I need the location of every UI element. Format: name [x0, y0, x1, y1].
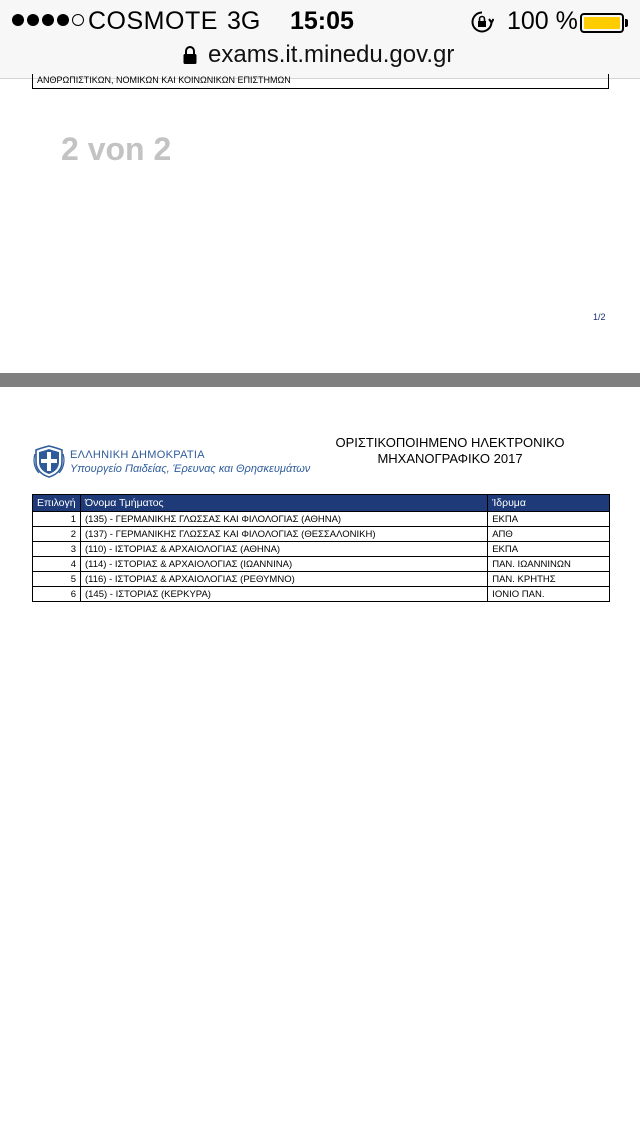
column-header-choice: Επιλογή — [33, 495, 81, 512]
status-time: 15:05 — [290, 7, 354, 35]
document-title-line2: ΜΗΧΑΝΟΓΡΑΦΙΚΟ 2017 — [377, 451, 523, 466]
previous-page-text: ΑΝΘΡΩΠΙΣΤΙΚΩΝ, ΝΟΜΙΚΩΝ ΚΑΙ ΚΟΙΝΩΝΙΚΩΝ ΕΠΙΣΤΗΜΩΝ — [37, 75, 291, 85]
status-bar — [0, 4, 640, 38]
institution-name: ΕΚΠΑ — [488, 512, 610, 527]
choices-table — [32, 494, 610, 602]
institution-name: ΑΠΘ — [488, 527, 610, 542]
ministry-label: Υπουργείο Παιδείας, Έρευνας και Θρησκευμάτων — [70, 463, 311, 475]
url-text[interactable]: exams.it.minedu.gov.gr — [208, 41, 455, 68]
choice-number: 3 — [33, 542, 81, 557]
page-separator — [0, 373, 640, 387]
institution-name: ΕΚΠΑ — [488, 542, 610, 557]
choice-number: 2 — [33, 527, 81, 542]
column-header-department: Όνομα Τμήματος — [80, 495, 487, 512]
battery-icon — [580, 13, 624, 33]
page-number: 1/2 — [593, 312, 606, 322]
table-header-row — [33, 495, 610, 512]
department-name: (110) - ΙΣΤΟΡΙΑΣ & ΑΡΧΑΙΟΛΟΓΙΑΣ (ΑΘΗΝΑ) — [80, 542, 487, 557]
choice-number: 4 — [33, 557, 81, 572]
rotation-lock-icon — [470, 10, 494, 34]
department-name: (114) - ΙΣΤΟΡΙΑΣ & ΑΡΧΑΙΟΛΟΓΙΑΣ (ΙΩΑΝΝΙΝΑ) — [80, 557, 487, 572]
carrier-name: COSMOTE — [88, 7, 218, 35]
document-title — [300, 435, 600, 467]
institution-name: ΙΟΝΙΟ ΠΑΝ. — [488, 587, 610, 602]
institution-name: ΠΑΝ. ΙΩΑΝΝΙΝΩΝ — [488, 557, 610, 572]
browser-top-bar — [0, 0, 640, 79]
table-row — [33, 587, 610, 602]
table-row — [33, 512, 610, 527]
table-row — [33, 527, 610, 542]
signal-strength-icon — [12, 14, 84, 26]
document-title-line1: ΟΡΙΣΤΙΚΟΠΟΙΗΜΕΝΟ ΗΛΕΚΤΡΟΝΙΚΟ — [335, 435, 565, 450]
department-name: (135) - ΓΕΡΜΑΝΙΚΗΣ ΓΛΩΣΣΑΣ ΚΑΙ ΦΙΛΟΛΟΓΙΑΣ (ΑΘΗΝΑ) — [80, 512, 487, 527]
department-name: (116) - ΙΣΤΟΡΙΑΣ & ΑΡΧΑΙΟΛΟΓΙΑΣ (ΡΕΘΥΜΝΟ) — [80, 572, 487, 587]
department-name: (137) - ΓΕΡΜΑΝΙΚΗΣ ΓΛΩΣΣΑΣ ΚΑΙ ΦΙΛΟΛΟΓΙΑΣ (ΘΕΣΣΑΛΟΝΙΚΗ) — [80, 527, 487, 542]
table-row — [33, 557, 610, 572]
previous-page-box — [32, 74, 609, 89]
secure-lock-icon — [183, 45, 197, 65]
department-name: (145) - ΙΣΤΟΡΙΑΣ (ΚΕΡΚΥΡΑ) — [80, 587, 487, 602]
choice-number: 1 — [33, 512, 81, 527]
choice-number: 5 — [33, 572, 81, 587]
network-type: 3G — [227, 7, 261, 35]
greek-emblem-icon — [33, 444, 65, 478]
battery-percentage: 100 % — [507, 7, 578, 35]
column-header-institution: Ίδρυμα — [488, 495, 610, 512]
republic-label: ΕΛΛΗΝΙΚΗ ΔΗΜΟΚΡΑΤΙΑ — [70, 449, 205, 461]
table-row — [33, 572, 610, 587]
battery-level — [584, 17, 620, 29]
table-row — [33, 542, 610, 557]
institution-name: ΠΑΝ. ΚΡΗΤΗΣ — [488, 572, 610, 587]
choice-number: 6 — [33, 587, 81, 602]
page-indicator: 2 von 2 — [61, 131, 172, 167]
address-bar[interactable] — [0, 40, 640, 72]
